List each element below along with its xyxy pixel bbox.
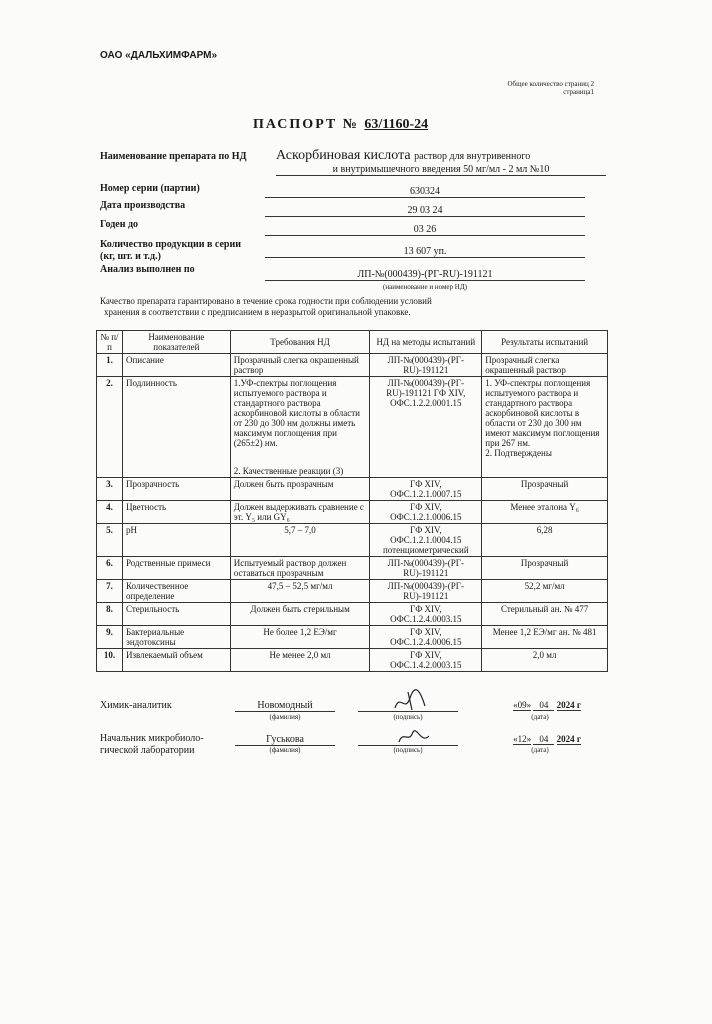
table-row: 9. Бактериальные эндотоксины Не более 1,2 ЕЭ/мг ГФ XIV, ОФС.1.2.4.0006.15 Менее 1,2 ЕЭ/мг ан. № 481 (97, 626, 608, 649)
results-table (96, 330, 608, 672)
expiry-value: 03 26 (265, 224, 585, 236)
drug-name: Аскорбиновая кислота (276, 148, 411, 163)
company-name: ОАО «ДАЛЬХИМФАРМ» (100, 50, 218, 61)
quality-guarantee (100, 296, 500, 318)
head-surname-caption: (фамилия) (269, 746, 301, 754)
col-results: Результаты испытаний (482, 331, 608, 354)
analyst-date-year: 2024 г (556, 700, 581, 710)
prod-date-value: 29 03 24 (265, 205, 585, 217)
head-date (482, 734, 612, 744)
analysis-label: Анализ выполнен по (100, 264, 195, 275)
head-date-year: 2024 г (556, 734, 581, 744)
head-role-line1: Начальник микробиоло- (100, 733, 204, 744)
col-methods: НД на методы испытаний (370, 331, 482, 354)
title-word: ПАСПОРТ (253, 117, 338, 132)
table-row: 7. Количественное определение 47,5 – 52,5 мг/мл ЛП-№(000439)-(РГ-RU)-191121 52,2 мг/мл (97, 580, 608, 603)
qty-label (100, 239, 241, 263)
page-count-current: страница1 (563, 88, 594, 96)
identity-req-1: 1.УФ-спектры поглощения испытуемого раствора и стандартного раствора аскорбиновой кислоты в области от 230 до 300 нм должны иметь максимум поглощения при (265±2) нм. (233, 378, 360, 448)
table-row: 10. Извлекаемый объем Не менее 2,0 мл ГФ XIV, ОФС.1.4.2.0003.15 2,0 мл (97, 649, 608, 672)
table-row: 5. pH 5,7 – 7,0 ГФ XIV, ОФС.1.2.1.0004.15 потенциометрический 6,28 (97, 524, 608, 557)
page-count-total: Общее количество страниц 2 (507, 80, 594, 88)
analyst-date-month: 04 (533, 700, 554, 711)
qty-value: 13 607 уп. (265, 246, 585, 258)
drug-desc-line1: раствор для внутривенного (414, 151, 531, 162)
identity-req-2: 2. Качественные реакции (3) (233, 466, 344, 476)
table-row: 3. Прозрачность Должен быть прозрачным ГФ XIV, ОФС.1.2.1.0007.15 Прозрачный (97, 478, 608, 501)
col-number: № п/п (97, 331, 123, 354)
table-row: 8. Стерильность Должен быть стерильным ГФ XIV, ОФС.1.2.4.0003.15 Стерильный ан. № 477 (97, 603, 608, 626)
col-requirements: Требования НД (230, 331, 370, 354)
table-row: 2. Подлинность 1.УФ-спектры поглощения испытуемого раствора и стандартного раствора аскорбиновой кислоты в области от 230 до 300 нм должны иметь максимум поглощения при (265±2) нм. 2. Качественные реакции (3) ЛП-№(000439)-(РГ-RU)-191121 ГФ XIV, ОФС.1.2.2.0001.15 1. УФ-спектры поглощения испытуемого раствора и стандартного раствора аскорбиновой кислоты в области от 230 до 300 нм имеют максимум поглощения при 267 нм. 2. Подтверждены (97, 377, 608, 478)
head-date-day: «12» (513, 734, 532, 744)
series-value: 630324 (265, 186, 585, 198)
series-label: Номер серии (партии) (100, 183, 200, 194)
col-name: Наименование показателей (122, 331, 230, 354)
head-name: Гуськова (235, 734, 335, 746)
head-date-month: 04 (533, 734, 554, 745)
drug-name-block (276, 148, 606, 176)
analyst-date-day: «09» (513, 700, 532, 710)
head-date-caption: (дата) (531, 746, 549, 754)
title-number-prefix: № (342, 117, 359, 132)
expiry-label: Годен до (100, 219, 139, 230)
drug-desc-line2: и внутримышечного введения 50 мг/мл - 2 мл №10 (276, 164, 606, 176)
analyst-date (482, 700, 612, 710)
table-header-row (97, 331, 608, 354)
qty-label-line1: Количество продукции в серии (100, 239, 242, 250)
page-count (474, 80, 594, 96)
head-signature-caption: (подпись) (393, 746, 423, 754)
table-row: 6. Родственные примеси Испытуемый раствор должен оставаться прозрачным ЛП-№(000439)-(РГ-RU)-191121 Прозрачный (97, 557, 608, 580)
identity-result-2: 2. Подтверждены (485, 448, 552, 458)
analyst-surname-caption: (фамилия) (269, 713, 301, 721)
analyst-signature-caption: (подпись) (393, 713, 423, 721)
quality-line1: Качество препарата гарантировано в течение срока годности при соблюдении условий (100, 296, 432, 306)
identity-result-1: 1. УФ-спектры поглощения испытуемого раствора и стандартного раствора аскорбиновой кислоты в области от 230 до 300 нм имеют максимум поглощения при 267 нм. (485, 378, 600, 448)
analyst-name: Новомодный (235, 700, 335, 712)
analyst-role: Химик-аналитик (100, 700, 172, 711)
prod-date-label: Дата производства (100, 200, 186, 211)
table-row: 4. Цветность Должен выдерживать сравнение с эт. Y₅ или GY₆ ГФ XIV, ОФС.1.2.1.0006.15 Менее эталона Y₆ (97, 501, 608, 524)
quality-line2: хранения в соответствии с предписанием в неразрытой оригинальной упаковке. (104, 307, 411, 317)
analysis-caption: (наименование и номер НД) (383, 283, 467, 291)
analyst-date-caption: (дата) (531, 713, 549, 721)
head-role-line2: гической лаборатории (100, 745, 195, 756)
head-role (100, 733, 204, 757)
document-title (253, 117, 428, 133)
head-signature (395, 724, 435, 748)
analyst-signature (390, 688, 430, 714)
analysis-value: ЛП-№(000439)-(РГ-RU)-191121 (265, 269, 585, 281)
table-row: 1. Описание Прозрачный слегка окрашенный раствор ЛП-№(000439)-(РГ-RU)-191121 Прозрачный слегка окрашенный раствор (97, 354, 608, 377)
qty-label-line2: (кг, шт. и т.д.) (100, 251, 161, 262)
passport-number: 63/1160-24 (364, 117, 429, 132)
drug-label: Наименование препарата по НД (100, 151, 247, 162)
